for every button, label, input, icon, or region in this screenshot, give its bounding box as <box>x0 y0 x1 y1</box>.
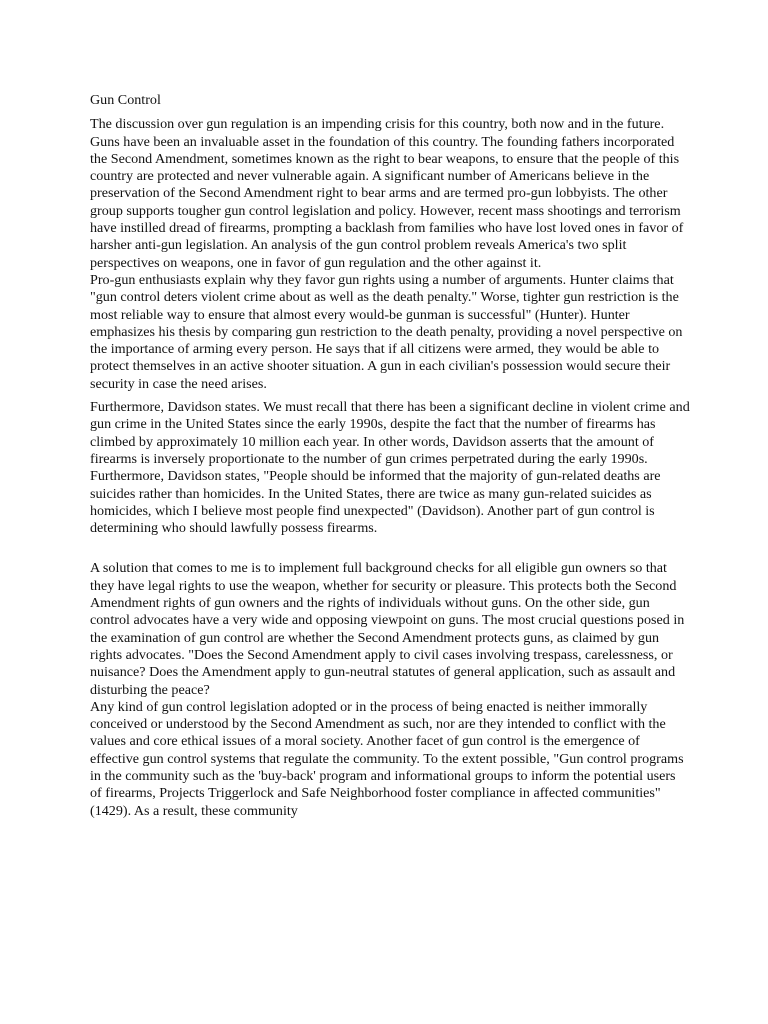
document-body <box>90 92 690 820</box>
paragraph-davidson: Furthermore, Davidson states. We must recall that there has been a significant decline in violent crime and gun crime in the United States since the early 1990s, despite the fact that the number of firearms has climbed by approximately 10 million each year. In other words, Davidson asserts that the amount of firearms is inversely proportionate to the number of gun crimes perpetrated during the early 1990s. Furthermore, Davidson states, "People should be informed that the majority of gun-related deaths are suicides rather than homicides. In the United States, there are twice as many gun-related suicides as homicides, which I believe most people find unexpected" (Davidson). Another part of gun control is determining who should lawfully possess firearms. <box>90 399 690 537</box>
paragraph-spacer <box>90 537 690 560</box>
paragraph-legislation: Any kind of gun control legislation adopted or in the process of being enacted is neither immorally conceived or understood by the Second Amendment as such, nor are they intended to conflict with the values and core ethical issues of a moral society. Another facet of gun control is the emergence of effective gun control systems that regulate the community. To the extent possible, "Gun control programs in the community such as the 'buy-back' program and informational groups to inform the potential users of firearms, Projects Triggerlock and Safe Neighborhood foster compliance in affected communities" (1429). As a result, these community <box>90 698 684 819</box>
document-title: Gun Control <box>90 92 161 108</box>
paragraph-intro: The discussion over gun regulation is an impending crisis for this country, both now and in the future. Guns have been an invaluable asset in the foundation of this country. The founding fathers incorporated the Second Amendment, sometimes known as the right to bear weapons, to ensure that the people of this country are protected and never vulnerable again. A significant number of Americans believe in the preservation of the Second Amendment right to bear arms and are termed pro-gun lobbyists. The other group supports tougher gun control legislation and policy. However, recent mass shootings and terrorism have instilled dread of firearms, prompting a backlash from families who have lost loved ones in favor of harsher anti-gun legislation. An analysis of the gun control problem reveals America's two split perspectives on weapons, one in favor of gun regulation and the other against it. <box>90 116 684 271</box>
paragraph-pro-gun: Pro-gun enthusiasts explain why they favor gun rights using a number of arguments. Hunter claims that "gun control deters violent crime about as well as the death penalty." Worse, tighter gun restriction is the most reliable way to ensure that almost every would-be gunman is successful" (Hunter). Hunter emphasizes his thesis by comparing gun restriction to the death penalty, providing a novel perspective on the importance of arming every person. He says that if all citizens were armed, they would be able to protect themselves in an active shooter situation. A gun in each civilian's possession would secure their security in case the need arises. <box>90 271 683 392</box>
paragraph-solution: A solution that comes to me is to implement full background checks for all eligible gun owners so that they have legal rights to use the weapon, whether for security or pleasure. This protects both the Second Amendment rights of gun owners and the rights of individuals without guns. On the other side, gun control advocates have a very wide and opposing viewpoint on guns. The most crucial questions posed in the examination of gun control are whether the Second Amendment protects guns, as claimed by gun rights advocates. "Does the Second Amendment apply to civil cases involving trespass, carelessness, or nuisance? Does the Amendment apply to gun-neutral statutes of general application, such as assault and disturbing the peace? <box>90 560 685 698</box>
